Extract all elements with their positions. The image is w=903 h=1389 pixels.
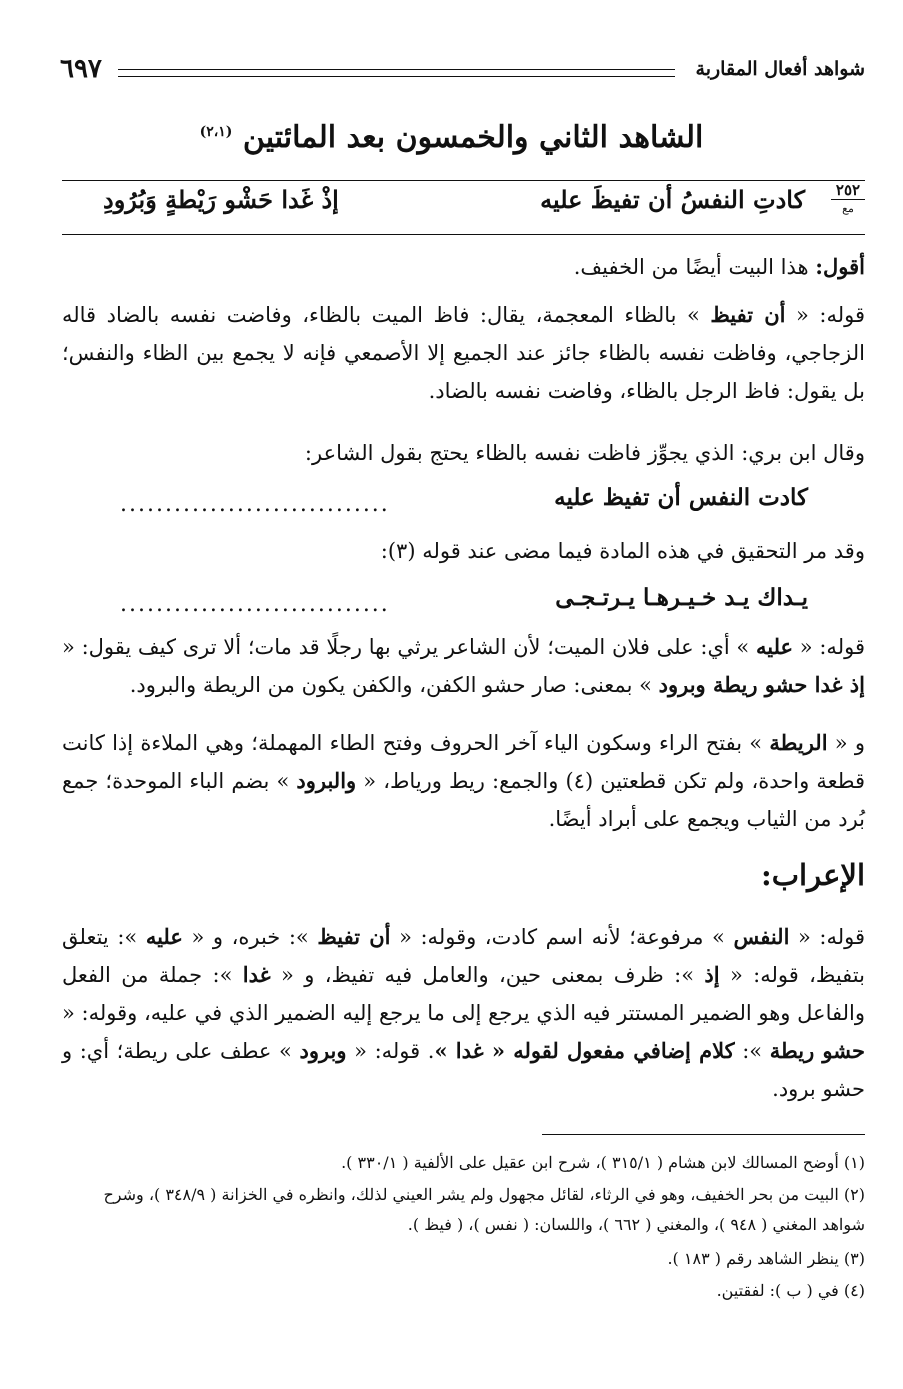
paragraph-2-term: أن تفيظ [710, 302, 786, 327]
paragraph-2-text-a: قوله: « [785, 303, 866, 327]
verse-hemistich-2: إذْ غَدا حَشْو رَيْطةٍ وَبُرُودِ [103, 185, 339, 214]
paragraph-5-text-a: قوله: « [793, 635, 865, 659]
irab-term-7: كلام إضافي مفعول لقوله « غدا » [434, 1038, 735, 1063]
paragraph-1-text: هذا البيت أيضًا من الخفيف. [573, 255, 816, 279]
footnote-2: (٢) البيت من بحر الخفيف، وهو في الرثاء، لقائل مجهول ولم يشر العيني لذلك، وانظره في الخزانة ( ٣٤٨/٩ )، وشرح شواهد المغني ( ٩٤٨ )، والمغني ( ٦٦٢ )، واللسان: ( نفس )، ( فيظ ). [103, 1185, 865, 1234]
irab-heading: الإعراب: [761, 858, 865, 892]
verse-rule-top [62, 180, 865, 181]
irab-term-3: عليه [145, 924, 183, 949]
irab-term-2: أن تفيظ [317, 924, 391, 949]
irab-text-8: . قوله: « [346, 1039, 435, 1063]
paragraph-6-term-1: الريطة [769, 730, 828, 755]
irab-text-9: » عطف على ريطة؛ أي: و حشو برود. [62, 1039, 865, 1101]
paragraph-6-term-2: والبرود [296, 768, 357, 793]
verse-hemistich-1: كادتِ النفسُ أن تفيظَ عليه [540, 185, 805, 214]
irab-paragraph [62, 918, 865, 1108]
running-header: شواهد أفعال المقاربة [695, 58, 865, 80]
paragraph-1 [62, 248, 865, 286]
verse-number-value: ٢٥٢ [835, 181, 861, 199]
irab-term-8: وبرود [299, 1038, 347, 1063]
verse-number [831, 182, 865, 217]
irab-text-4: »: يتعلق بتفيظ، قوله: « [62, 925, 865, 987]
header-rule [118, 69, 675, 77]
paragraph-6 [62, 724, 865, 838]
irab-text-6: »: جملة من الفعل والفاعل وهو الضمير المستتر فيه الذي يرجع إلى ما يرجع إليه الضمير الذي في عليه، وقوله: « [62, 963, 865, 1025]
paragraph-4: وقد مر التحقيق في هذه المادة فيما مضى عند قوله (٣): [380, 539, 865, 563]
paragraph-3: وقال ابن بري: الذي يجوِّز فاظت نفسه بالظاء يحتج بقول الشاعر: [304, 441, 865, 465]
quote-2-ellipsis: .............................. [120, 592, 390, 617]
paragraph-1-lead: أقول: [815, 254, 865, 279]
paragraph-2-text-b: » بالظاء المعجمة، يقال: فاظ الميت بالظاء، وفاضت نفسه بالضاد قاله الزجاجي، وفاظت نفسه بالظاء جائز عند الجميع إلا الأصمعي فإنه لا يجمع بين الظاء والنفس؛ بل يقول: فاظ الرجل بالظاء، وفاضت نفسه بالضاد. [62, 303, 865, 403]
irab-text-2: » مرفوعة؛ لأنه اسم كادت، وقوله: « [390, 925, 734, 949]
paragraph-6-text-b: » بفتح الراء وسكون الياء آخر الحروف وفتح الطاء المهملة؛ وهي الملاءة إذا كانت قطعة واحدة، ولم تكن قطعتين (٤) والجمع: ريط ورياط، « [62, 731, 865, 793]
quote-1-ellipsis: .............................. [120, 492, 390, 517]
paragraph-5 [62, 628, 865, 704]
page-number: ٦٩٧ [60, 54, 102, 84]
section-title-note: (٢،١) [199, 124, 233, 140]
paragraph-5-text-b: » أي: على فلان الميت؛ لأن الشاعر يرثي بها رجلًا قد مات؛ ألا ترى كيف يقول: « [62, 635, 756, 659]
irab-text-3: »: خبره، و « [182, 925, 318, 949]
section-title [0, 120, 903, 155]
footnote-4: (٤) في ( ب ): لفقتين. [716, 1281, 865, 1300]
paragraph-5-term-1: عليه [756, 634, 794, 659]
irab-text-1: قوله: « [789, 925, 865, 949]
section-title-text: الشاهد الثاني والخمسون بعد المائتين [242, 120, 704, 155]
quote-1: كادت النفس أن تفيظ عليه [554, 484, 808, 511]
irab-text-7: »: [734, 1039, 770, 1063]
verse-number-label: مع [831, 199, 865, 217]
footnote-3: (٣) ينظر الشاهد رقم ( ١٨٣ ). [667, 1249, 865, 1268]
footnote-1: (١) أوضح المسالك لابن هشام ( ٣١٥/١ )، شرح ابن عقيل على الألفية ( ٣٣٠/١ ). [341, 1153, 865, 1172]
irab-term-1: النفس [733, 924, 790, 949]
quote-2: يـداك يـد خـيـرهـا يـرتـجـى [555, 584, 808, 611]
paragraph-5-text-c: » بمعنى: صار حشو الكفن، والكفن يكون من الريطة والبرود. [129, 673, 659, 697]
irab-term-4: إذ [704, 962, 720, 987]
paragraph-5-term-2: إذ غدا حشو ريطة وبرود [658, 672, 865, 697]
irab-term-5: غدا [242, 962, 271, 987]
verse-rule-bottom [62, 234, 865, 235]
footnote-rule [542, 1134, 865, 1135]
paragraph-6-text-c: » بضم الباء الموحدة؛ جمع بُرد من الثياب ويجمع على أبراد أيضًا. [62, 769, 865, 831]
irab-text-5: »: ظرف بمعنى حين، والعامل فيه تفيظ، و « [270, 963, 705, 987]
paragraph-2 [62, 296, 865, 410]
paragraph-6-text-a: و « [827, 731, 865, 755]
irab-term-6: حشو ريطة [769, 1038, 865, 1063]
